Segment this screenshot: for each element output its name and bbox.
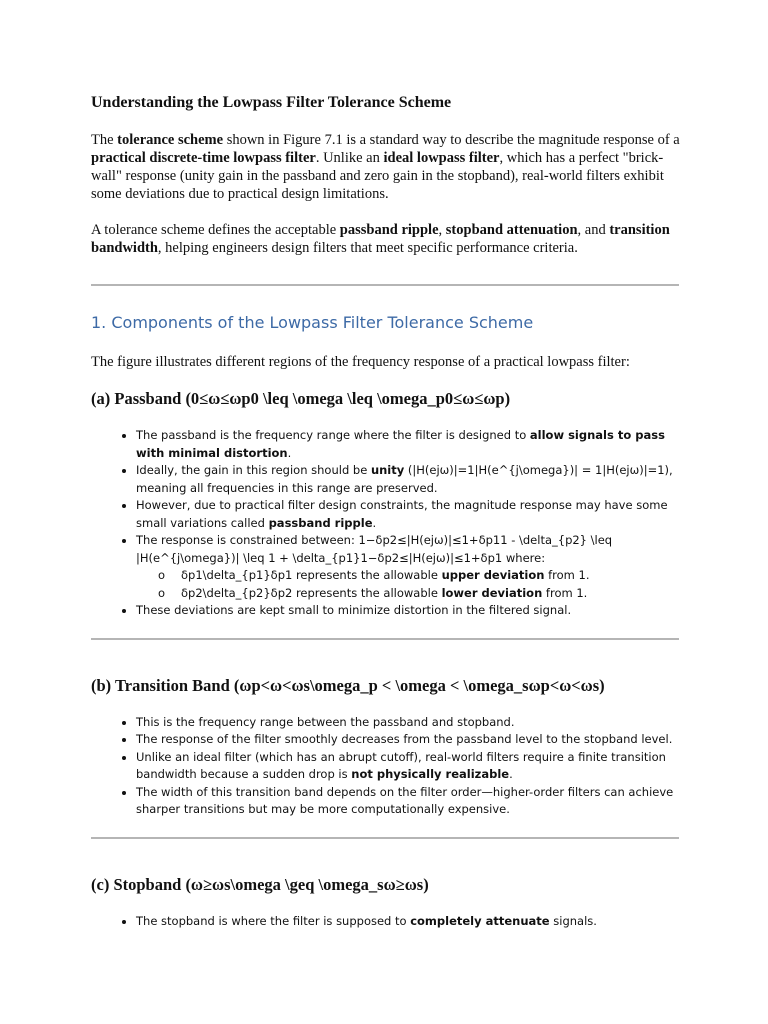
list-item <box>136 497 681 532</box>
list-item <box>136 427 681 462</box>
list-item <box>136 731 681 749</box>
text-run: δp1\delta_{p1}δp1 represents the allowable <box>181 568 442 582</box>
emphasis-text: stopband attenuation <box>445 222 578 238</box>
text-run: signals. <box>549 913 597 928</box>
intro-paragraph-1 <box>91 131 681 203</box>
transition-heading: (b) Transition Band (ωp<ω<ωs\omega_p < \omega < \omega_sωp<ω<ωs) <box>91 675 605 695</box>
text-run: The width of this transition band depends on the filter order—higher-order filters can achieve sharper transitions but may be more computationally expensive. <box>136 784 674 816</box>
sub-list-item-text <box>181 586 587 600</box>
text-run: The <box>91 132 118 148</box>
list-item <box>136 462 681 497</box>
passband-list <box>91 427 681 620</box>
text-run: Unlike an ideal filter (which has an abrupt cutoff), real-world filters require a finite transition bandwidth because a sudden drop is <box>136 749 666 781</box>
document-content <box>91 93 681 930</box>
text-run: However, due to practical filter design constraints, the magnitude response may have some small variations called <box>136 498 668 530</box>
text-run: . <box>509 767 513 781</box>
list-item-text <box>136 533 612 565</box>
text-run: These deviations are kept small to minimize distortion in the filtered signal. <box>136 603 572 617</box>
text-run: . <box>287 445 292 460</box>
emphasis-text: transition bandwidth <box>91 222 670 256</box>
section-heading: 1. Components of the Lowpass Filter Tolerance Scheme <box>91 313 534 332</box>
text-run: The stopband is where the filter is supposed to <box>136 913 411 928</box>
emphasis-text: ideal lowpass filter <box>383 150 500 166</box>
text-run: Ideally, the gain in this region should be <box>136 463 371 477</box>
emphasis-text: passband ripple <box>339 222 439 238</box>
text-run: The response of the filter smoothly decreases from the passband level to the stopband level. <box>136 732 673 746</box>
text-run: The passband is the frequency range where the filter is designed to <box>136 428 530 442</box>
text-run: A tolerance scheme defines the acceptable <box>91 222 340 238</box>
text-run: . <box>372 515 377 530</box>
section-divider <box>91 284 679 286</box>
list-item <box>136 602 681 620</box>
emphasis-text: practical discrete-time lowpass filter <box>91 150 316 166</box>
text-run: , <box>438 222 446 238</box>
sub-list-item <box>158 567 681 585</box>
sub-bullet-marker: o <box>158 568 166 582</box>
list-item <box>136 532 681 602</box>
text-run: from 1. <box>542 585 588 600</box>
emphasis-text: tolerance scheme <box>117 132 224 148</box>
text-run: , helping engineers design filters that meet specific performance criteria. <box>157 240 578 256</box>
list-item <box>136 714 681 732</box>
text-run: The response is constrained between: 1−δp2≤|H(ejω)|≤1+δp11 - \delta_{p2} \leq |H(e^{j\omega})| \leq 1 + \delta_{p1}1−δp2≤|H(ejω)|≤1+δp1 where: <box>136 533 613 565</box>
page-title: Understanding the Lowpass Filter Tolerance Scheme <box>91 94 452 111</box>
emphasis-text: passband ripple <box>268 515 373 530</box>
text-run: , and <box>577 222 610 238</box>
sub-bullet-marker: o <box>158 585 166 600</box>
emphasis-text: not physically realizable <box>351 767 510 781</box>
intro-paragraph-2 <box>91 221 681 257</box>
transition-list <box>91 714 681 819</box>
list-item <box>136 784 681 819</box>
emphasis-text: upper deviation <box>441 568 545 582</box>
emphasis-text: completely attenuate <box>410 913 550 928</box>
section-lead: The figure illustrates different regions of the frequency response of a practical lowpass filter: <box>91 354 630 370</box>
section-divider <box>91 638 679 640</box>
text-run: δp2\delta_{p2}δp2 represents the allowable <box>181 585 442 600</box>
list-item <box>136 749 681 784</box>
text-run: This is the frequency range between the passband and stopband. <box>136 714 515 729</box>
text-run: (|H(ejω)|=1|H(e^{j\omega})| = 1|H(ejω)|=1), meaning all frequencies in this range are preserved. <box>136 463 673 495</box>
text-run: shown in Figure 7.1 is a standard way to describe the magnitude response of a <box>223 132 680 148</box>
stopband-list <box>91 913 681 931</box>
passband-heading: (a) Passband (0≤ω≤ωp0 \leq \omega \leq \omega_p0≤ω≤ωp) <box>91 389 511 408</box>
sub-list-item <box>158 585 681 603</box>
sub-list-item-text <box>181 568 590 582</box>
section-divider <box>91 837 679 839</box>
emphasis-text: unity <box>370 463 405 477</box>
emphasis-text: allow signals to pass with minimal distortion <box>136 428 665 460</box>
emphasis-text: lower deviation <box>441 585 543 600</box>
text-run: . Unlike an <box>315 150 384 166</box>
text-run: from 1. <box>544 568 590 582</box>
stopband-heading: (c) Stopband (ω≥ωs\omega \geq \omega_sω≥ωs) <box>91 874 429 894</box>
text-run: , which has a perfect "brick-wall" response (unity gain in the passband and zero gain in the stopband), real-world filters exhibit some deviations due to practical design limitations. <box>91 150 664 202</box>
list-item <box>136 913 681 931</box>
deviation-sublist <box>136 567 681 602</box>
